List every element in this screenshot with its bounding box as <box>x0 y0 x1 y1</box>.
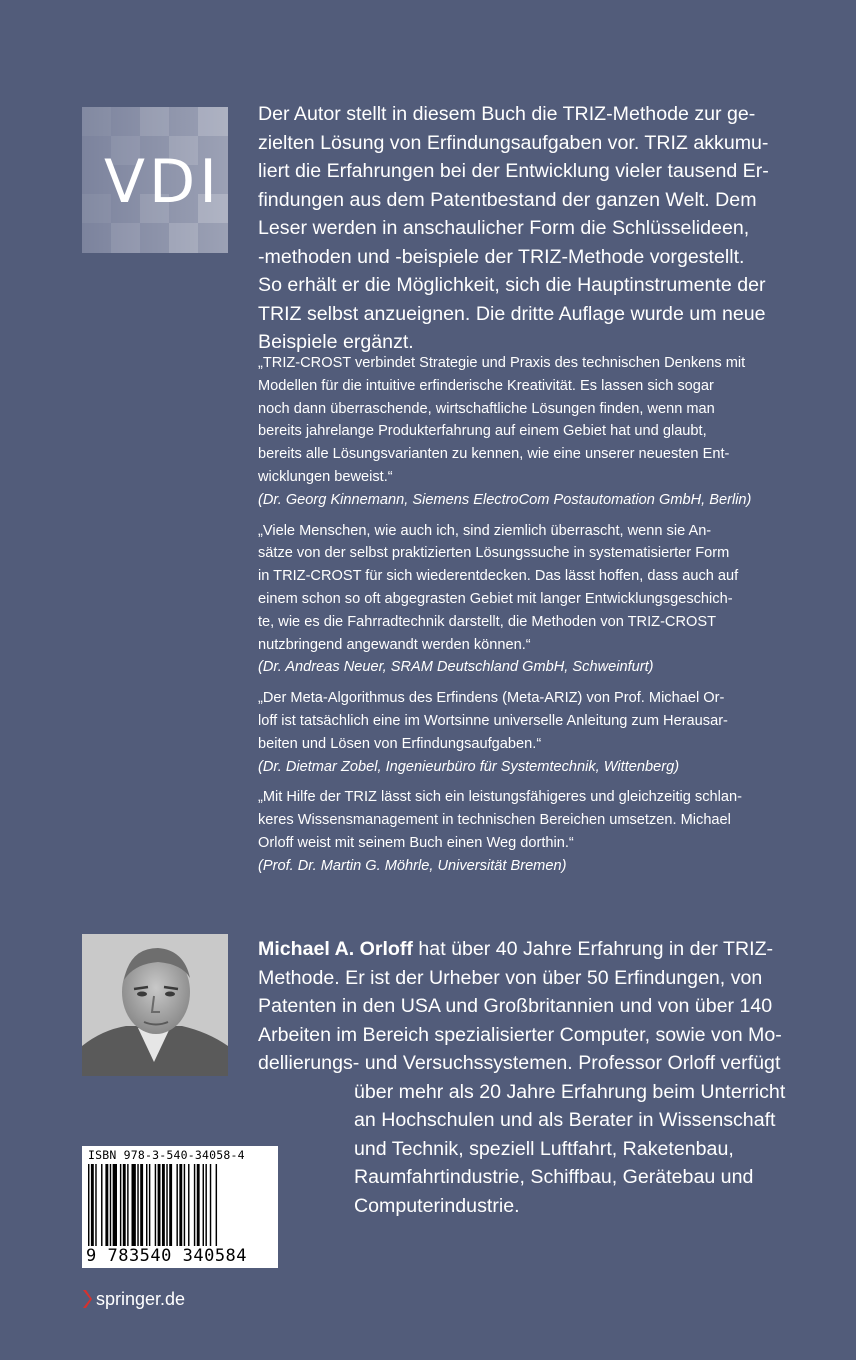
testimonial <box>258 520 814 680</box>
barcode-bar <box>113 1164 117 1250</box>
intro-line: Beispiele ergänzt. <box>258 331 414 353</box>
quote-line: beiten und Lösen von Erfindungsaufgaben.“ <box>258 735 542 752</box>
quote-source: (Dr. Dietmar Zobel, Ingenieurbüro für Systemtechnik, Wittenberg) <box>258 758 680 775</box>
quote-line: einem schon so oft abgegrasten Gebiet mit langer Entwicklungsgeschich- <box>258 590 733 607</box>
intro-text <box>258 100 814 357</box>
barcode-bar <box>140 1164 143 1250</box>
barcode-bar <box>146 1164 147 1250</box>
isbn-text: ISBN 978-3-540-34058-4 <box>88 1148 245 1162</box>
intro-line: -methoden und -beispiele der TRIZ-Methode vorgestellt. <box>258 245 745 268</box>
quote-line: „Der Meta-Algorithmus des Erfindens (Meta-ARIZ) von Prof. Michael Or- <box>258 690 725 707</box>
quote-line: Orloff weist mit seinem Buch einen Weg dorthin.“ <box>258 834 574 851</box>
author-bio-line: hat über 40 Jahre Erfahrung in der TRIZ- <box>412 938 774 960</box>
intro-line: So erhält er die Möglichkeit, sich die Hauptinstrumente der <box>258 274 766 296</box>
barcode-bar <box>210 1164 211 1250</box>
testimonial <box>258 786 814 877</box>
author-bio-line: über mehr als 20 Jahre Erfahrung beim Unterricht <box>354 1080 786 1103</box>
quote-line: te, wie es die Fahrradtechnik darstellt, die Methoden von TRIZ-CROST <box>258 613 717 630</box>
intro-line: TRIZ selbst anzueignen. Die dritte Auflage wurde um neue <box>258 302 766 325</box>
barcode-bar <box>95 1164 96 1250</box>
barcode-bar <box>205 1164 206 1250</box>
barcode-bar <box>123 1164 126 1250</box>
quote-line: sätze von der selbst praktizierten Lösungssuche in systematisierter Form <box>258 545 730 562</box>
quote-line: Modellen für die intuitive erfinderische Kreativität. Es lassen sich sogar <box>258 377 714 394</box>
quote-line: „Viele Menschen, wie auch ich, sind ziemlich überrascht, wenn sie An- <box>258 522 712 539</box>
barcode-bar <box>91 1164 94 1250</box>
barcode-bar <box>127 1164 128 1250</box>
barcode-bar <box>120 1164 121 1250</box>
isbn-barcode <box>82 1146 278 1268</box>
quote-line: „TRIZ-CROST verbindet Strategie und Praxis des technischen Denkens mit <box>258 355 746 371</box>
author-bio-line: dellierungs- und Versuchssystemen. Professor Orloff verfügt <box>258 1052 781 1074</box>
barcode-bar <box>137 1164 138 1250</box>
testimonial <box>258 352 814 512</box>
barcode-bar <box>162 1164 165 1250</box>
author-bio-line: an Hochschulen und als Berater in Wissenschaft <box>354 1109 776 1131</box>
chevron-right-icon <box>82 1288 92 1310</box>
barcode-bar <box>88 1164 89 1250</box>
author-bio-line: Computerindustrie. <box>354 1194 520 1217</box>
barcode-bar <box>169 1164 172 1250</box>
barcode-bar <box>149 1164 150 1250</box>
barcode-bar <box>110 1164 111 1250</box>
barcode-bar <box>194 1164 195 1250</box>
author-name: Michael A. Orloff <box>258 938 413 960</box>
author-bio-line: und Technik, speziell Luftfahrt, Raketenbau, <box>354 1137 734 1160</box>
author-bio-line: Raumfahrtindustrie, Schiffbau, Gerätebau und <box>354 1166 754 1188</box>
testimonial <box>258 687 814 778</box>
intro-line: findungen aus dem Patentbestand der ganzen Welt. Dem <box>258 188 757 211</box>
quote-source: (Dr. Andreas Neuer, SRAM Deutschland GmbH, Schweinfurt) <box>258 659 654 676</box>
barcode-bar <box>188 1164 189 1250</box>
vdi-logo <box>82 107 228 253</box>
barcode-bar <box>184 1164 185 1250</box>
quote-line: loff ist tatsächlich eine im Wortsinne universelle Anleitung zum Herausar- <box>258 712 728 729</box>
author-bio-line: Arbeiten im Bereich spezialisierter Computer, sowie von Mo- <box>258 1023 782 1046</box>
quote-source: (Prof. Dr. Martin G. Möhrle, Universität Bremen) <box>258 857 567 874</box>
quote-line: noch dann überraschende, wirtschaftliche Lösungen finden, wenn man <box>258 400 715 417</box>
author-bio <box>258 935 814 1220</box>
barcode-bar <box>166 1164 167 1250</box>
barcode-bar <box>105 1164 108 1250</box>
quote-line: wicklungen beweist.“ <box>258 468 393 485</box>
barcode-bars <box>88 1164 272 1250</box>
author-portrait <box>82 934 228 1076</box>
quote-line: bereits alle Lösungsvarianten zu kennen, wie eine unserer neuesten Ent- <box>258 446 730 463</box>
quote-line: „Mit Hilfe der TRIZ lässt sich ein leistungsfähigeres und gleichzeitig schlan- <box>258 789 742 806</box>
author-bio-line: Patenten in den USA und Großbritannien und von über 140 <box>258 995 773 1017</box>
barcode-digits: 9 783540 340584 <box>86 1246 248 1266</box>
intro-line: liert die Erfahrungen bei der Entwicklung vieler tausend Er- <box>258 160 769 182</box>
intro-line: Leser werden in anschaulicher Form die Schlüsselideen, <box>258 217 750 239</box>
publisher-url: springer.de <box>96 1288 186 1309</box>
barcode-bar <box>216 1164 217 1250</box>
vdi-logo-text: VDI <box>104 147 221 217</box>
barcode-bar <box>132 1164 136 1250</box>
intro-line: zielten Lösung von Erfindungsaufgaben vor. TRIZ akkumu- <box>258 131 769 154</box>
barcode-bar <box>197 1164 200 1250</box>
quote-line: bereits jahrelange Produkterfahrung auf einem Gebiet hat und glaubt, <box>258 423 707 440</box>
publisher-link[interactable] <box>82 1288 185 1310</box>
barcode-bar <box>203 1164 204 1250</box>
quote-line: in TRIZ-CROST für sich wiederentdecken. Das lässt hoffen, dass auch auf <box>258 568 739 585</box>
barcode-bar <box>155 1164 156 1250</box>
author-bio-line: Methode. Er ist der Urheber von über 50 Erfindungen, von <box>258 966 763 989</box>
barcode-bar <box>176 1164 177 1250</box>
quote-line: keres Wissensmanagement in technischen Bereichen umsetzen. Michael <box>258 812 731 829</box>
barcode-bar <box>101 1164 102 1250</box>
barcode-bar <box>179 1164 182 1250</box>
intro-line: Der Autor stellt in diesem Buch die TRIZ-Methode zur ge- <box>258 103 756 125</box>
testimonials <box>258 352 814 886</box>
quote-line: nutzbringend angewandt werden können.“ <box>258 636 531 653</box>
barcode-bar <box>158 1164 161 1250</box>
quote-source: (Dr. Georg Kinnemann, Siemens ElectroCom Postautomation GmbH, Berlin) <box>258 491 752 508</box>
